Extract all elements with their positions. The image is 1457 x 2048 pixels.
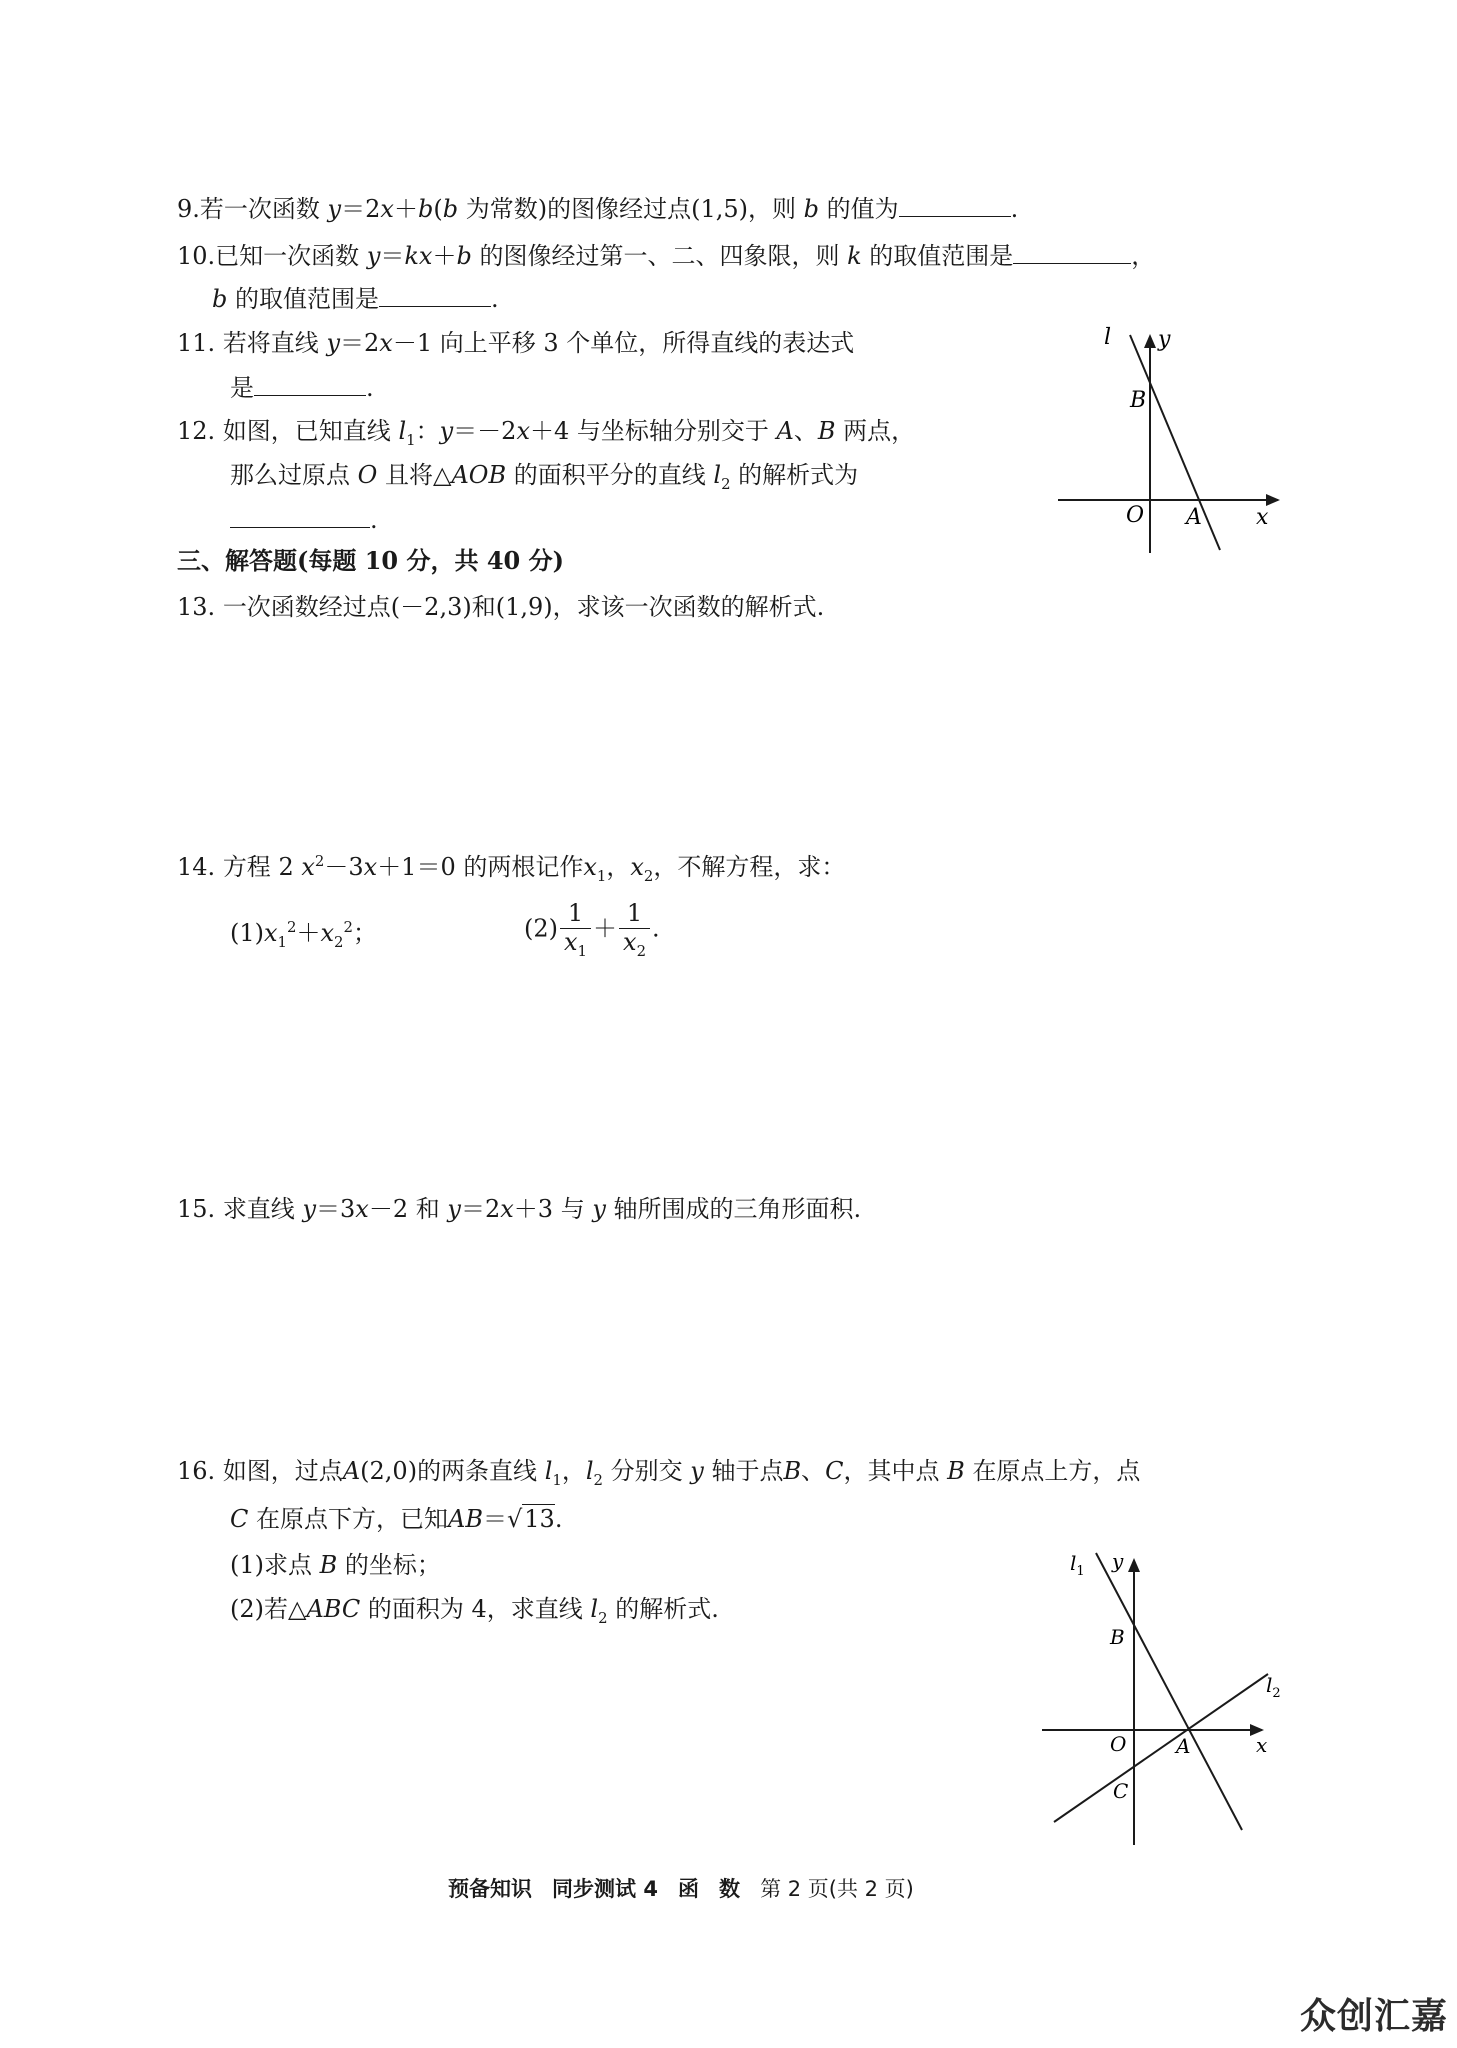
question-11: 11. 若将直线 y＝2x－1 向上平移 3 个单位，所得直线的表达式 [177,329,855,357]
figure-2-graph [1030,1540,1300,1860]
answer-blank-11[interactable] [254,372,366,396]
label-y: y [1112,1549,1124,1573]
label-l: l [1104,325,1112,350]
question-12-line3: . [230,504,378,535]
question-16-part1: (1)求点 B 的坐标； [230,1551,441,1579]
question-12-line2: 那么过原点 O 且将△AOB 的面积平分的直线 $l_2$ 的解析式为 [230,461,859,493]
section-3-heading: 三、解答题(每题 10 分，共 40 分) [177,546,564,575]
answer-blank-10b[interactable] [379,283,491,307]
question-13: 13. 一次函数经过点(－2,3)和(1,9)，求该一次函数的解析式. [177,593,825,621]
watermark-logo: 众创汇嘉 [1300,1996,1449,2037]
label-A: A [1176,1734,1191,1758]
footer-section: 预备知识 [448,1877,532,1901]
label-B: B [1110,1625,1125,1649]
label-l2: $l_2$ [1266,1673,1281,1701]
figure-1-graph [1050,320,1290,560]
label-x: x [1256,505,1269,530]
label-y: y [1158,327,1171,352]
question-11-line2: 是 . [230,373,374,402]
label-A: A [1186,505,1202,530]
label-x: x [1256,1733,1268,1757]
answer-blank-9[interactable] [899,193,1011,217]
page-footer [448,1876,914,1902]
y-axis-arrow [1128,1558,1140,1572]
answer-blank-10a[interactable] [1013,240,1131,264]
line-l2 [1054,1674,1268,1822]
question-16: 16. 如图，过点A(2,0)的两条直线 $l_1$，$l_2$ 分别交 y 轴于点B、C，其中点 B 在原点上方，点 [177,1457,1141,1489]
question-14-part1: $(1)x_1^2+x_2^2$； [230,918,377,951]
question-14: 14. 方程 2 $x^2-3x+1=0$ 的两根记作$x_1$，$x_2$，不解方程，求： [177,852,846,885]
label-C: C [1113,1779,1129,1803]
y-axis-arrow [1144,334,1156,348]
question-9: 9.若一次函数 y＝2x＋b(b 为常数)的图像经过点(1,5)，则 b 的值为 . [177,194,1019,223]
question-10: 10.已知一次函数 y＝kx＋b 的图像经过第一、二、四象限，则 k 的取值范围是 ， [177,241,1156,270]
question-16-part2: (2)若△ABC 的面积为 4，求直线 $l_2$ 的解析式. [230,1595,719,1627]
label-O: O [1126,503,1145,528]
question-12: 12. 如图，已知直线 $l_1$：y＝－2x＋4 与坐标轴分别交于 A、B 两点， [177,417,916,449]
question-14-part2: (2) $\frac{1}{x_1}$ ＋ $\frac{1}{x_2}$ . [524,899,660,960]
footer-page: 第 2 页(共 2 页) [760,1877,914,1901]
footer-test: 同步测试 4 [552,1877,658,1901]
label-l1: $l_1$ [1070,1551,1085,1579]
footer-topic-1: 函 [678,1877,699,1901]
label-O: O [1110,1732,1127,1756]
answer-blank-12[interactable] [230,504,370,528]
label-B: B [1130,388,1147,413]
footer-topic-2: 数 [719,1877,741,1901]
question-16-line2: C 在原点下方，已知AB＝√13. [230,1505,563,1533]
question-10-line2: b 的取值范围是 . [212,284,499,313]
question-15: 15. 求直线 y＝3x－2 和 y＝2x＋3 与 y 轴所围成的三角形面积. [177,1195,862,1223]
